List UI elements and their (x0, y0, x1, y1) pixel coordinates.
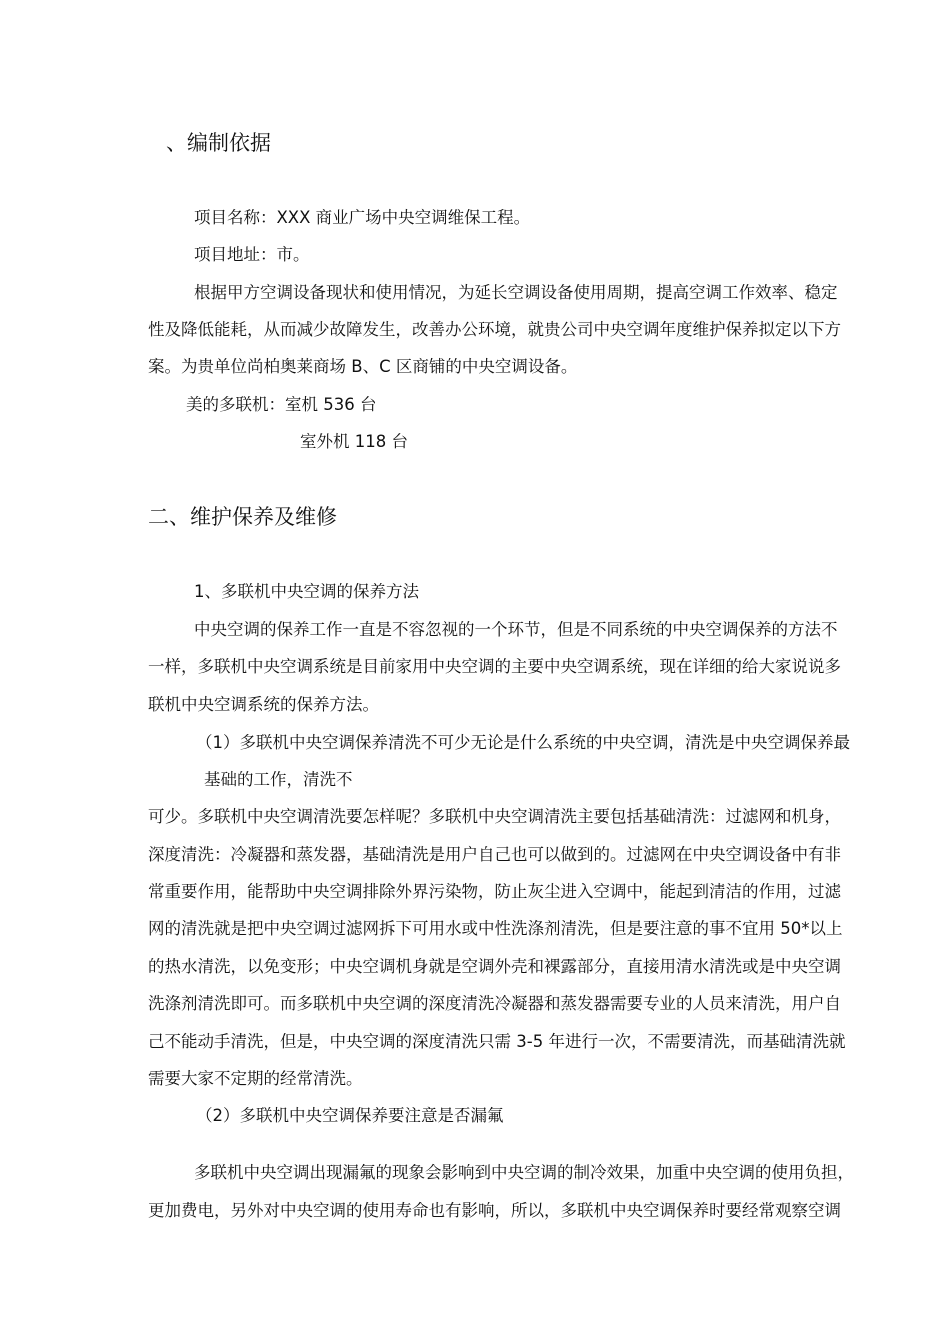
section-heading-basis: 、编制依据 (166, 131, 271, 155)
para1-line-3: 联机中央空调系统的保养方法。 (148, 695, 379, 714)
para2-line-8: 需要大家不定期的经常清洗。 (148, 1069, 363, 1088)
para2-line-3: 常重要作用，能帮助中央空调排除外界污染物，防止灰尘进入空调中，能起到清洁的作用，过滤 (148, 882, 841, 901)
units-outdoor: 室外机 118 台 (300, 432, 408, 451)
para2-line-7: 己不能动手清洗，但是，中央空调的深度清洗只需 3-5 年进行一次，不需要清洗，而基础清洗就 (148, 1032, 846, 1051)
intro-line-3: 案。为贵单位尚柏奥莱商场 B、C 区商铺的中央空调设备。 (148, 357, 578, 376)
units-indoor: 美的多联机：室机 536 台 (186, 395, 377, 414)
item1-line-2: 基础的工作，清洗不 (204, 770, 353, 789)
project-address: 项目地址：市。 (194, 245, 310, 264)
intro-line-2: 性及降低能耗，从而减少故障发生，改善办公环境，就贵公司中央空调年度维护保养拟定以下方 (148, 320, 841, 339)
para3-line-1: 多联机中央空调出现漏氟的现象会影响到中央空调的制冷效果，加重中央空调的使用负担， (194, 1163, 854, 1182)
para1-line-1: 中央空调的保养工作一直是不容忽视的一个环节，但是不同系统的中央空调保养的方法不 (194, 620, 838, 639)
para1-line-2: 一样，多联机中央空调系统是目前家用中央空调的主要中央空调系统，现在详细的给大家说说多 (148, 657, 841, 676)
intro-line-1: 根据甲方空调设备现状和使用情况，为延长空调设备使用周期，提高空调工作效率、稳定 (194, 283, 838, 302)
para2-line-6: 洗涤剂清洗即可。而多联机中央空调的深度清洗冷凝器和蒸发器需要专业的人员来清洗，用户自 (148, 994, 841, 1013)
section-heading-maintenance: 二、维护保养及维修 (148, 505, 337, 529)
para2-line-2: 深度清洗：冷凝器和蒸发器，基础清洗是用户自己也可以做到的。过滤网在中央空调设备中有非 (148, 845, 841, 864)
para2-line-5: 的热水清洗，以免变形；中央空调机身就是空调外壳和裸露部分，直接用清水清洗或是中央空调 (148, 957, 841, 976)
project-name: 项目名称：XXX 商业广场中央空调维保工程。 (194, 208, 531, 227)
item1-line-1: （1）多联机中央空调保养清洗不可少无论是什么系统的中央空调，清洗是中央空调保养最 (196, 733, 850, 752)
para3-line-2: 更加费电，另外对中央空调的使用寿命也有影响，所以，多联机中央空调保养时要经常观察空调 (148, 1201, 841, 1220)
subheading-method: 1、多联机中央空调的保养方法 (194, 582, 419, 601)
para2-line-1: 可少。多联机中央空调清洗要怎样呢？多联机中央空调清洗主要包括基础清洗：过滤网和机身， (148, 807, 841, 826)
para2-line-4: 网的清洗就是把中央空调过滤网拆下可用水或中性洗涤剂清洗，但是要注意的事不宜用 50*以上 (148, 919, 843, 938)
item2-heading: （2）多联机中央空调保养要注意是否漏氟 (196, 1106, 504, 1125)
